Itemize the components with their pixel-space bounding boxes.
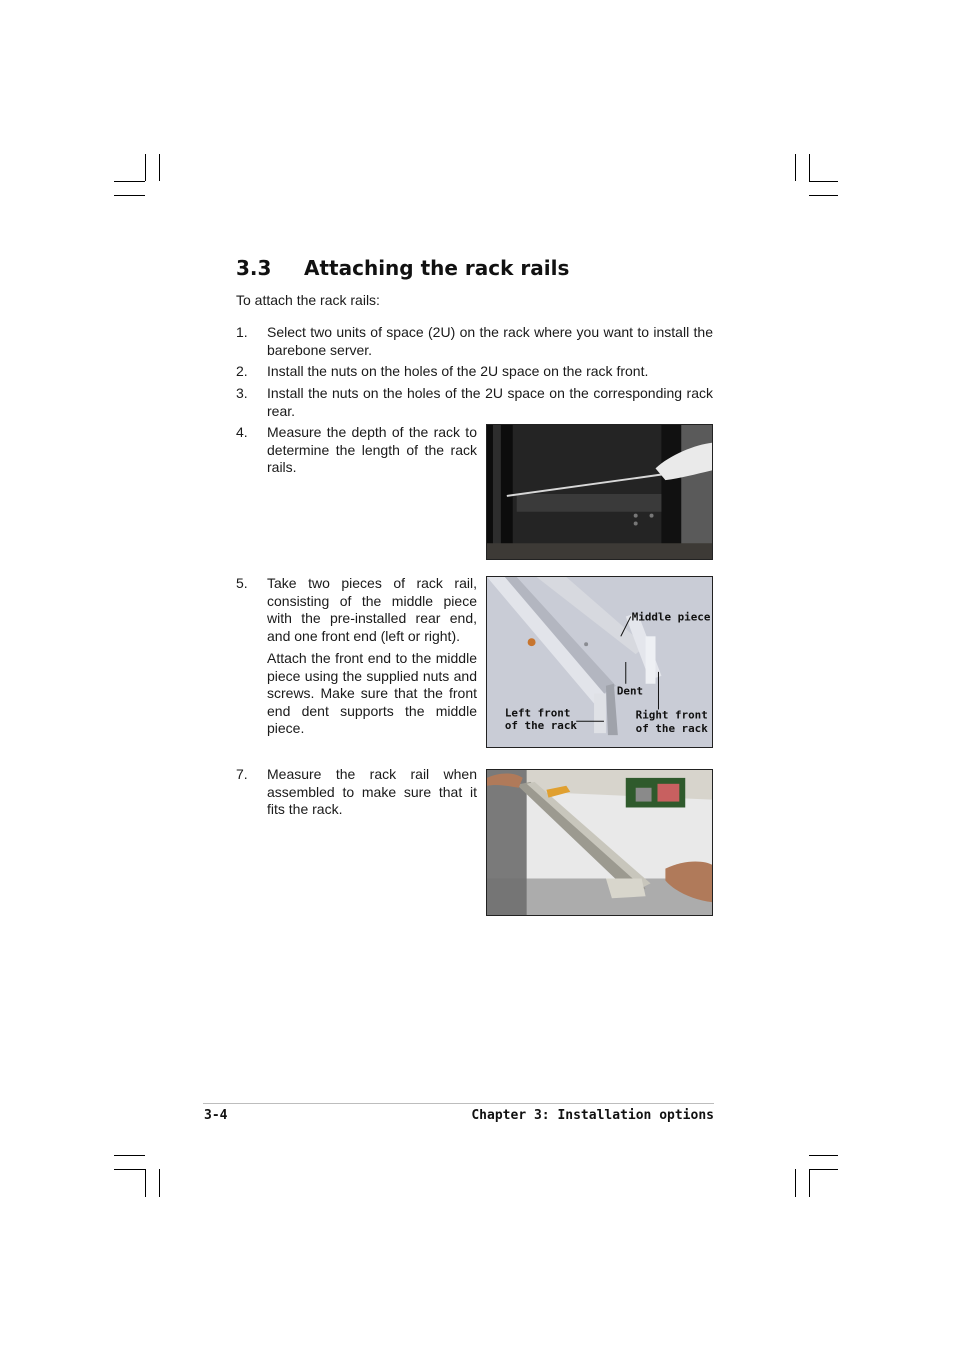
step-2 xyxy=(236,363,714,381)
crop-mark xyxy=(809,1169,838,1170)
crop-mark xyxy=(159,1169,160,1197)
callout-right-front-1: Right front xyxy=(635,708,708,722)
crop-mark xyxy=(114,1169,145,1170)
step-1 xyxy=(236,324,714,360)
step-number: 1. xyxy=(236,324,248,340)
step-text: Measure the depth of the rack to determine the length of the rack rails. xyxy=(267,424,477,475)
crop-mark xyxy=(145,154,146,181)
footer-chapter: Chapter 3: Installation options xyxy=(471,1108,714,1123)
section-heading: Attaching the rack rails xyxy=(304,256,570,280)
footer-page-number: 3-4 xyxy=(204,1108,228,1123)
step-text: Select two units of space (2U) on the rack where you want to install the barebone server. xyxy=(267,324,713,358)
step-7 xyxy=(236,766,478,822)
crop-mark xyxy=(114,181,145,182)
intro-text: To attach the rack rails: xyxy=(236,292,380,308)
crop-mark xyxy=(114,1155,145,1156)
step-number: 2. xyxy=(236,363,248,379)
crop-mark xyxy=(159,154,160,181)
crop-mark xyxy=(795,1169,796,1197)
step-text: Install the nuts on the holes of the 2U space on the corresponding rack rear. xyxy=(267,385,713,419)
step-number: 7. xyxy=(236,766,248,782)
crop-mark xyxy=(809,154,810,181)
step-text: Install the nuts on the holes of the 2U space on the rack front. xyxy=(267,363,649,379)
footer-rule xyxy=(203,1103,714,1104)
section-title xyxy=(236,256,569,280)
rack-measure-photo xyxy=(486,424,713,560)
step-number: 5. xyxy=(236,575,248,591)
crop-mark xyxy=(809,1169,810,1197)
rail-assembled-measure-photo xyxy=(486,769,713,916)
step-4 xyxy=(236,424,478,484)
crop-mark xyxy=(114,195,145,196)
step-number: 3. xyxy=(236,385,248,401)
step-5 xyxy=(236,575,478,740)
callout-dent: Dent xyxy=(616,684,644,698)
callout-middle-piece: Middle piece xyxy=(631,610,711,624)
step-3 xyxy=(236,385,714,421)
callout-right-front-2: of the rack xyxy=(635,722,708,736)
crop-mark xyxy=(809,195,838,196)
callout-left-front-2: of the rack xyxy=(504,719,577,733)
crop-mark xyxy=(809,181,838,182)
rack-rail-pieces-photo xyxy=(486,576,713,748)
step-text: Take two pieces of rack rail, consisting of the middle piece with the pre-installed rear end, and one front end (left or right). Attach the front end to the middle piece using the supplied nuts and screws. Make sure that the front end dent supports the middle piece. xyxy=(267,575,477,736)
crop-mark xyxy=(145,1169,146,1197)
section-number: 3.3 xyxy=(236,256,272,280)
crop-mark xyxy=(809,1155,838,1156)
crop-mark xyxy=(795,154,796,181)
callout-left-front-1: Left front xyxy=(504,706,571,720)
step-number: 4. xyxy=(236,424,248,440)
step-text: Measure the rack rail when assembled to make sure that it fits the rack. xyxy=(267,766,477,817)
